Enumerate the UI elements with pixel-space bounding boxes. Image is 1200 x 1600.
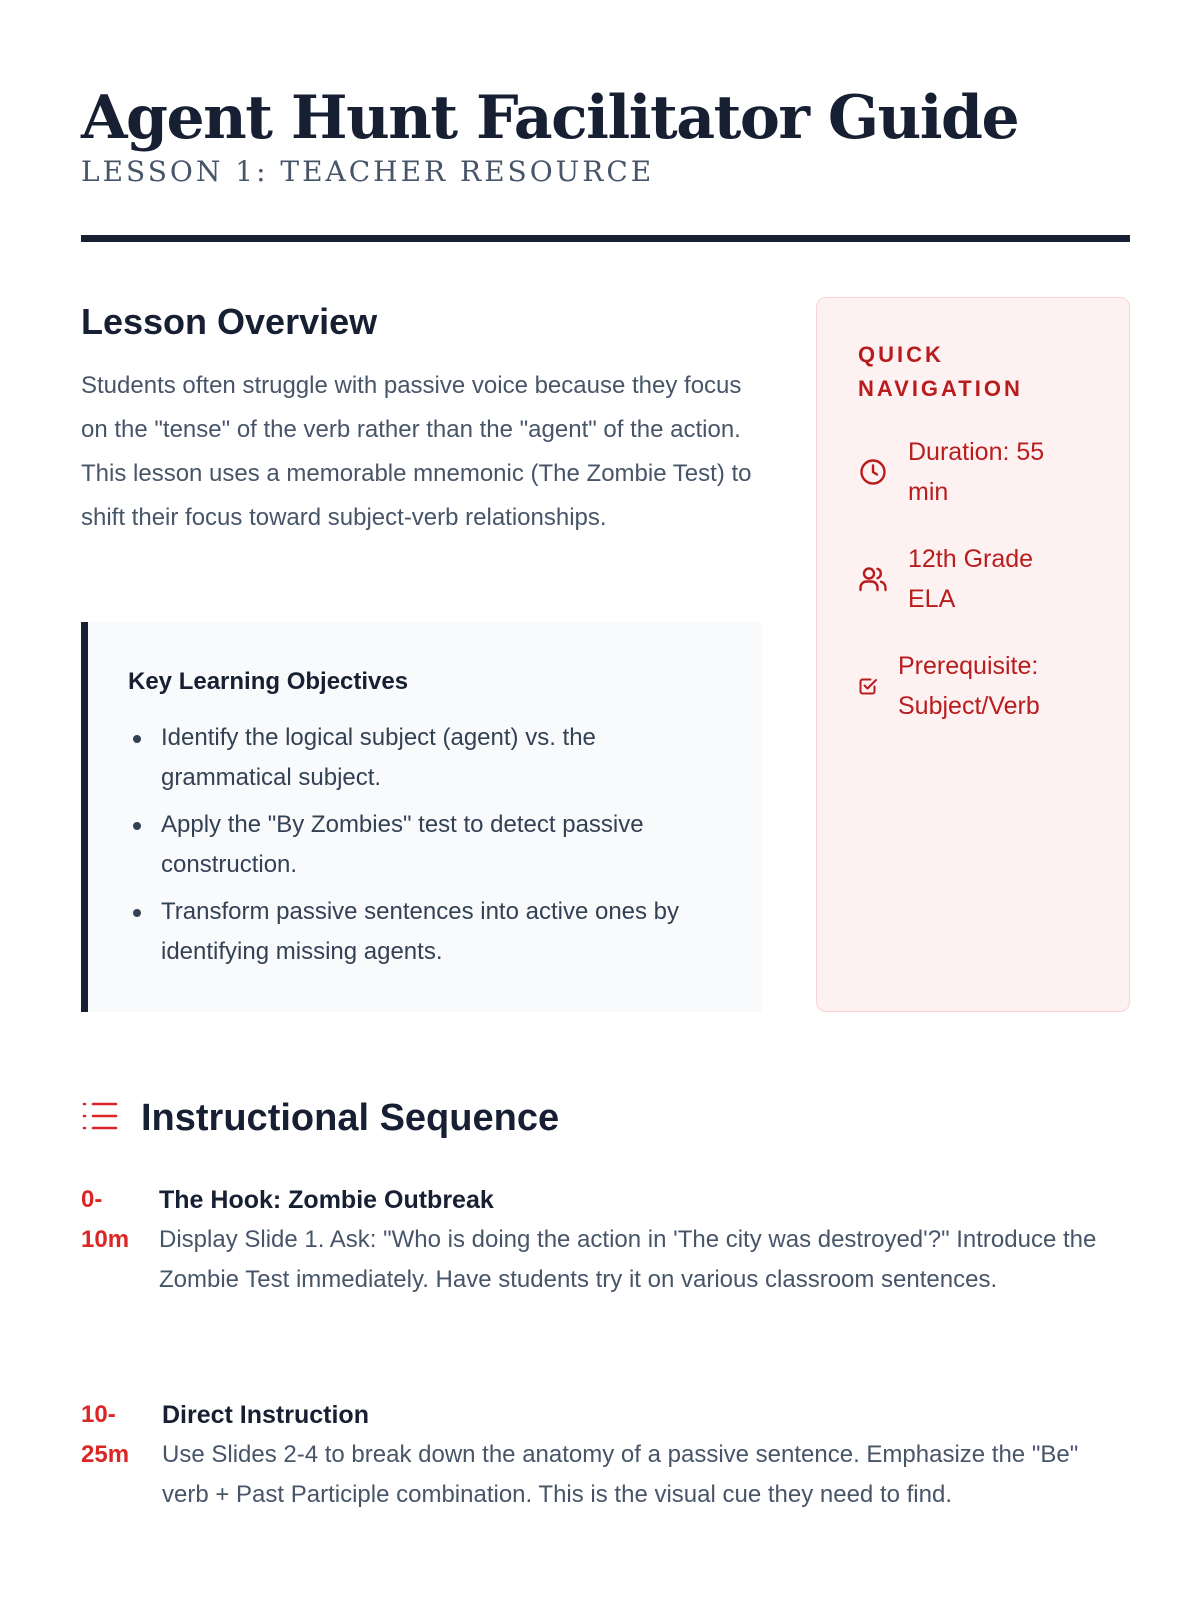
step-description: Display Slide 1. Ask: "Who is doing the action in 'The city was destroyed'?" Introduce the Zombie Test immediately. Have students try it on various classroom sentences. <box>159 1226 1097 1293</box>
sequence-step <box>81 1395 1130 1515</box>
bullet-icon <box>133 909 141 917</box>
page-title: Agent Hunt Facilitator Guide <box>81 83 1019 153</box>
learning-objectives-list <box>128 718 722 972</box>
users-icon <box>858 565 888 593</box>
facilitator-guide-page <box>81 0 1130 1600</box>
list-item <box>128 892 722 972</box>
step-time-start: 10- <box>81 1401 116 1428</box>
instructional-sequence-heading: Instructional Sequence <box>141 1097 560 1139</box>
step-time-start: 0- <box>81 1186 103 1213</box>
step-title: The Hook: Zombie Outbreak <box>159 1186 494 1214</box>
learning-objectives-box <box>81 622 762 1012</box>
step-body <box>162 1395 1130 1515</box>
step-time <box>81 1395 162 1515</box>
quick-navigation-heading: QUICK NAVIGATION <box>858 342 1023 401</box>
list-icon <box>81 1100 119 1137</box>
step-title: Direct Instruction <box>162 1401 369 1429</box>
sequence-step <box>81 1180 1130 1300</box>
step-time-end: 25m <box>81 1441 130 1468</box>
list-item <box>128 805 722 885</box>
step-body <box>159 1180 1130 1300</box>
lesson-overview-heading: Lesson Overview <box>81 301 378 342</box>
step-time-end: 10m <box>81 1226 130 1253</box>
objective-text: Transform passive sentences into active ones by identifying missing agents. <box>161 898 680 965</box>
lesson-overview-text: Students often struggle with passive voice because they focus on the "tense" of the verb rather than the "agent" of the action. This lesson uses a memorable mnemonic (The Zombie Test) to shift their focus toward subject-verb relationships. <box>81 372 752 531</box>
nav-item-duration[interactable] <box>858 432 1089 512</box>
objective-text: Apply the "By Zombies" test to detect passive construction. <box>161 811 644 878</box>
bullet-icon <box>133 822 141 830</box>
step-time <box>81 1180 159 1300</box>
nav-item-label: 12th Grade ELA <box>908 545 1034 613</box>
nav-item-prerequisite[interactable] <box>858 646 1089 726</box>
instructional-sequence-header <box>81 1095 559 1141</box>
nav-item-grade[interactable] <box>858 539 1089 619</box>
nav-item-label: Prerequisite: Subject/Verb <box>898 652 1040 720</box>
quick-navigation-panel <box>816 297 1130 1012</box>
objective-text: Identify the logical subject (agent) vs. the grammatical subject. <box>161 724 596 791</box>
checkbox-icon <box>858 676 878 696</box>
learning-objectives-heading: Key Learning Objectives <box>128 668 409 695</box>
page-subtitle: LESSON 1: TEACHER RESOURCE <box>81 155 655 188</box>
step-description: Use Slides 2-4 to break down the anatomy of a passive sentence. Emphasize the "Be" verb + Past Participle combination. This is the visual cue they need to find. <box>162 1441 1079 1508</box>
header-divider <box>81 235 1130 242</box>
list-item <box>128 718 722 798</box>
bullet-icon <box>133 735 141 743</box>
clock-icon <box>858 458 888 486</box>
nav-item-label: Duration: 55 min <box>908 438 1045 506</box>
